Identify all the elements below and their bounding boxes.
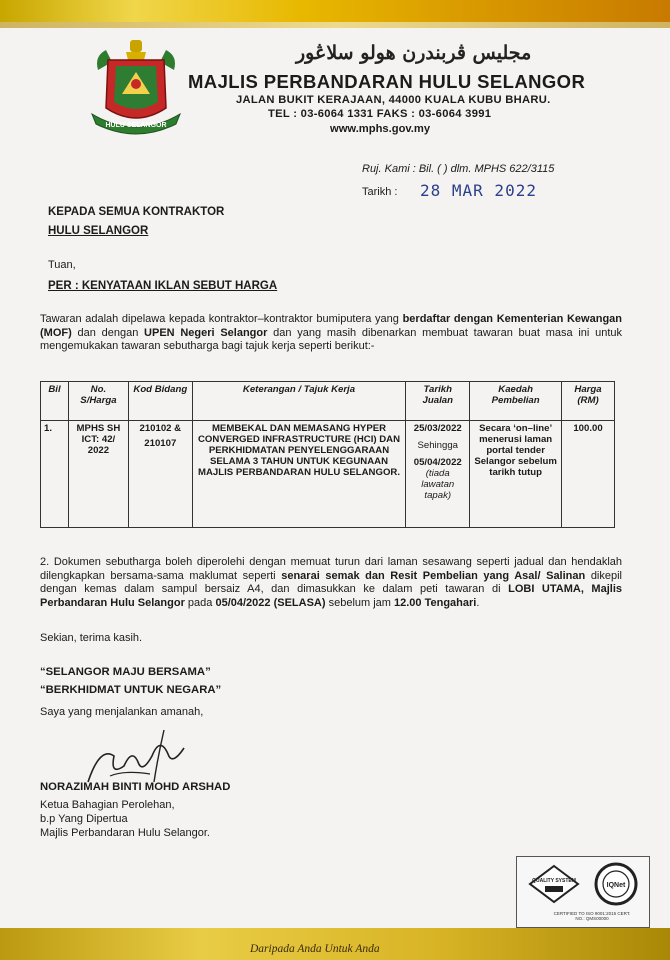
mphs-crest-icon xyxy=(86,36,186,138)
table-header-row xyxy=(41,382,615,421)
org-address: JALAN BUKIT KERAJAAN, 44000 KUALA KUBU BHARU. xyxy=(236,94,551,106)
header-harga: Harga (RM) xyxy=(562,382,615,421)
date-label: Tarikh : xyxy=(362,186,398,198)
cell-harga: 100.00 xyxy=(562,421,615,528)
header-kod-bidang: Kod Bidang xyxy=(128,382,192,421)
signatory-name: NORAZIMAH BINTI MOHD ARSHAD xyxy=(40,781,231,793)
slogan-1: “SELANGOR MAJU BERSAMA” xyxy=(40,666,211,678)
salutation: Tuan, xyxy=(48,259,76,271)
reference-number: Ruj. Kami : Bil. ( ) dlm. MPHS 622/3115 xyxy=(362,163,555,175)
signatory-title-2: b.p Yang Dipertua xyxy=(40,813,128,825)
header-bil: Bil xyxy=(41,382,69,421)
org-tel-fax: TEL : 03-6064 1331 FAKS : 03-6064 3991 xyxy=(268,108,492,120)
tender-table xyxy=(40,381,615,528)
header-keterangan: Keterangan / Tajuk Kerja xyxy=(192,382,406,421)
quality-system-logo-icon xyxy=(528,864,580,904)
cell-kaedah-pembelian: Secara ‘on–line’ menerusi laman portal tender Selangor sebelum tarikh tutup xyxy=(470,421,562,528)
certification-note: CERTIFIED TO ISO 9001:2015 CERT. NO.: QMS00000 xyxy=(553,911,631,921)
org-website: www.mphs.gov.my xyxy=(330,123,431,135)
table-row xyxy=(41,421,615,528)
cell-no-sharga: MPHS SH ICT: 42/ 2022 xyxy=(68,421,128,528)
jawi-org-name: مجليس ڤربندرن هولو سلاڠور xyxy=(296,42,532,64)
recipient-line-1: KEPADA SEMUA KONTRAKTOR xyxy=(48,206,225,218)
header-gold-band-shadow xyxy=(0,22,670,28)
closing-thanks: Sekian, terima kasih. xyxy=(40,632,143,644)
paragraph-2: 2. Dokumen sebutharga boleh diperolehi dengan memuat turun dari laman sesawang seperti jadual dan hendaklah dilengkapkan bersama-sama maklumat seperti senarai semak dan Resit Pembelian yang Asal/ Salinan dikepil dengan kemas dalam sampul bersaiz A4, dan dimasukkan ke dalam peti tawaran di LOBI UTAMA, Majlis Perbandaran Hulu Selangor pada 05/04/2022 (SELASA) sebelum jam 12.00 Tengahari. xyxy=(40,556,623,609)
signature-icon xyxy=(80,726,190,786)
cell-bil: 1. xyxy=(41,421,69,528)
iqnet-logo-icon xyxy=(594,862,638,906)
cell-tarikh-jualan: 25/03/2022 Sehingga 05/04/2022 (tiada lawatan tapak) xyxy=(406,421,470,528)
signatory-title-3: Majlis Perbandaran Hulu Selangor. xyxy=(40,827,210,839)
header-no-sharga: No. S/Harga xyxy=(68,382,128,421)
subject-line: PER : KENYATAAN IKLAN SEBUT HARGA xyxy=(48,280,278,292)
recipient-line-2: HULU SELANGOR xyxy=(48,225,149,237)
header-tarikh-jualan: Tarikh Jualan xyxy=(406,382,470,421)
paragraph-1: Tawaran adalah dipelawa kepada kontraktor–kontraktor bumiputera yang berdaftar dengan Kementerian Kewangan (MOF) dan dengan UPEN Negeri Selangor dan yang masih dibenarkan membuat tawaran buat masa ini untuk mengemukakan tawaran sebutharga bagi tajuk kerja seperti berikut:- xyxy=(40,313,622,353)
header-kaedah-pembelian: Kaedah Pembelian xyxy=(470,382,562,421)
closing-amanah: Saya yang menjalankan amanah, xyxy=(40,706,204,718)
crest-label: HULU SELANGOR xyxy=(105,122,167,129)
signatory-title-1: Ketua Bahagian Perolehan, xyxy=(40,799,175,811)
svg-text:IQNet: IQNet xyxy=(606,882,626,889)
org-name: MAJLIS PERBANDARAN HULU SELANGOR xyxy=(188,71,586,92)
footer-motto: Daripada Anda Untuk Anda xyxy=(250,943,380,955)
date-stamp: 28 MAR 2022 xyxy=(420,181,537,200)
slogan-2: “BERKHIDMAT UNTUK NEGARA” xyxy=(40,684,222,696)
cell-keterangan: MEMBEKAL DAN MEMASANG HYPER CONVERGED INFRASTRUCTURE (HCI) DAN PERKHIDMATAN PENYELENGGARAAN SELAMA 3 TAHUN UNTUK KEGUNAAN MAJLIS PERBANDARAN HULU SELANGOR. xyxy=(192,421,406,528)
cell-kod-bidang: 210102 & 210107 xyxy=(128,421,192,528)
svg-text:QUALITY SYSTEM: QUALITY SYSTEM xyxy=(532,878,576,884)
header-gold-band xyxy=(0,0,670,22)
